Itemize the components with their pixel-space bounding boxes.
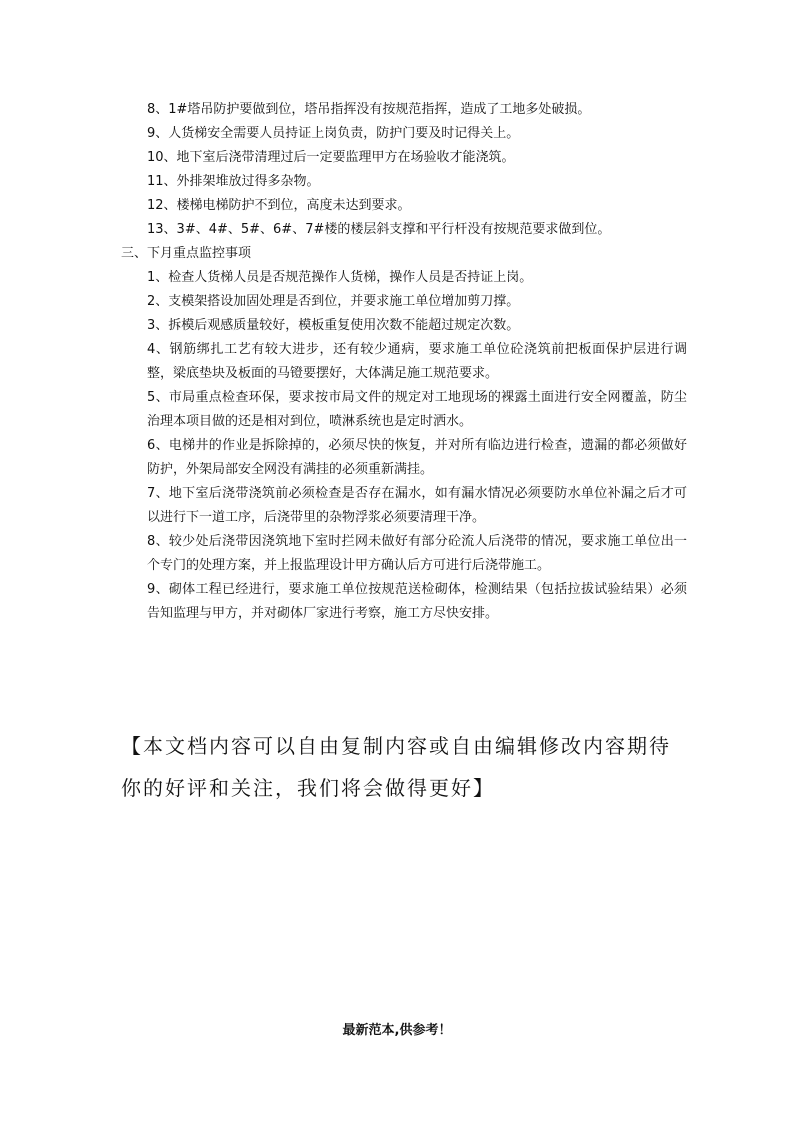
list-item: 9、人货梯安全需要人员持证上岗负责，防护门要及时记得关上。 (147, 126, 520, 141)
section-title: 三、下月重点监控事项 (121, 246, 252, 261)
list-item: 5、市局重点检查环保，要求按市局文件的规定对工地现场的裸露土面进行安全网覆盖，防尘治理本项目做的还是相对到位，喷淋系统也是定时洒水。 (147, 390, 687, 429)
list-item: 4、钢筋绑扎工艺有较大进步，还有较少通病，要求施工单位砼浇筑前把板面保护层进行调整，梁底垫块及板面的马镫要摆好，大体满足施工规范要求。 (147, 342, 687, 381)
list-item: 13、3#、4#、5#、6#、7#楼的楼层斜支撑和平行杆没有按规范要求做到位。 (147, 222, 611, 237)
notice-text: 【本文档内容可以自由复制内容或自由编辑修改内容期待你的好评和关注，我们将会做得更好】 (121, 734, 671, 800)
list-item: 3、拆模后观感质量较好，模板重复使用次数不能超过规定次数。 (147, 318, 520, 333)
list-item: 11、外排架堆放过得多杂物。 (147, 174, 320, 189)
list-item: 2、支模架搭设加固处理是否到位，并要求施工单位增加剪刀撑。 (147, 294, 520, 309)
list-item: 8、1#塔吊防护要做到位，塔吊指挥没有按规范指挥，造成了工地多处破损。 (147, 102, 591, 117)
list-item: 1、检查人货梯人员是否规范操作人货梯，操作人员是否持证上岗。 (147, 270, 533, 285)
footer-text: 最新范本,供参考！ (342, 1023, 452, 1038)
list-item: 6、电梯井的作业是拆除掉的，必须尽快的恢复，并对所有临边进行检查，遗漏的都必须做好防护，外架局部安全网没有满挂的必须重新满挂。 (147, 438, 687, 477)
list-item: 8、较少处后浇带因浇筑地下室时拦网未做好有部分砼流人后浇带的情况，要求施工单位出一个专门的处理方案，并上报监理设计甲方确认后方可进行后浇带施工。 (147, 534, 687, 573)
list-item: 10、地下室后浇带清理过后一定要监理甲方在场验收才能浇筑。 (147, 150, 515, 165)
list-item: 12、楼梯电梯防护不到位，高度未达到要求。 (147, 198, 411, 213)
list-item: 9、砌体工程已经进行，要求施工单位按规范送检砌体，检测结果（包括拉拔试验结果）必须告知监理与甲方，并对砌体厂家进行考察，施工方尽快安排。 (147, 582, 687, 621)
list-item: 7、地下室后浇带浇筑前必须检查是否存在漏水，如有漏水情况必须要防水单位补漏之后才可以进行下一道工序，后浇带里的杂物浮浆必须要清理干净。 (147, 486, 687, 525)
